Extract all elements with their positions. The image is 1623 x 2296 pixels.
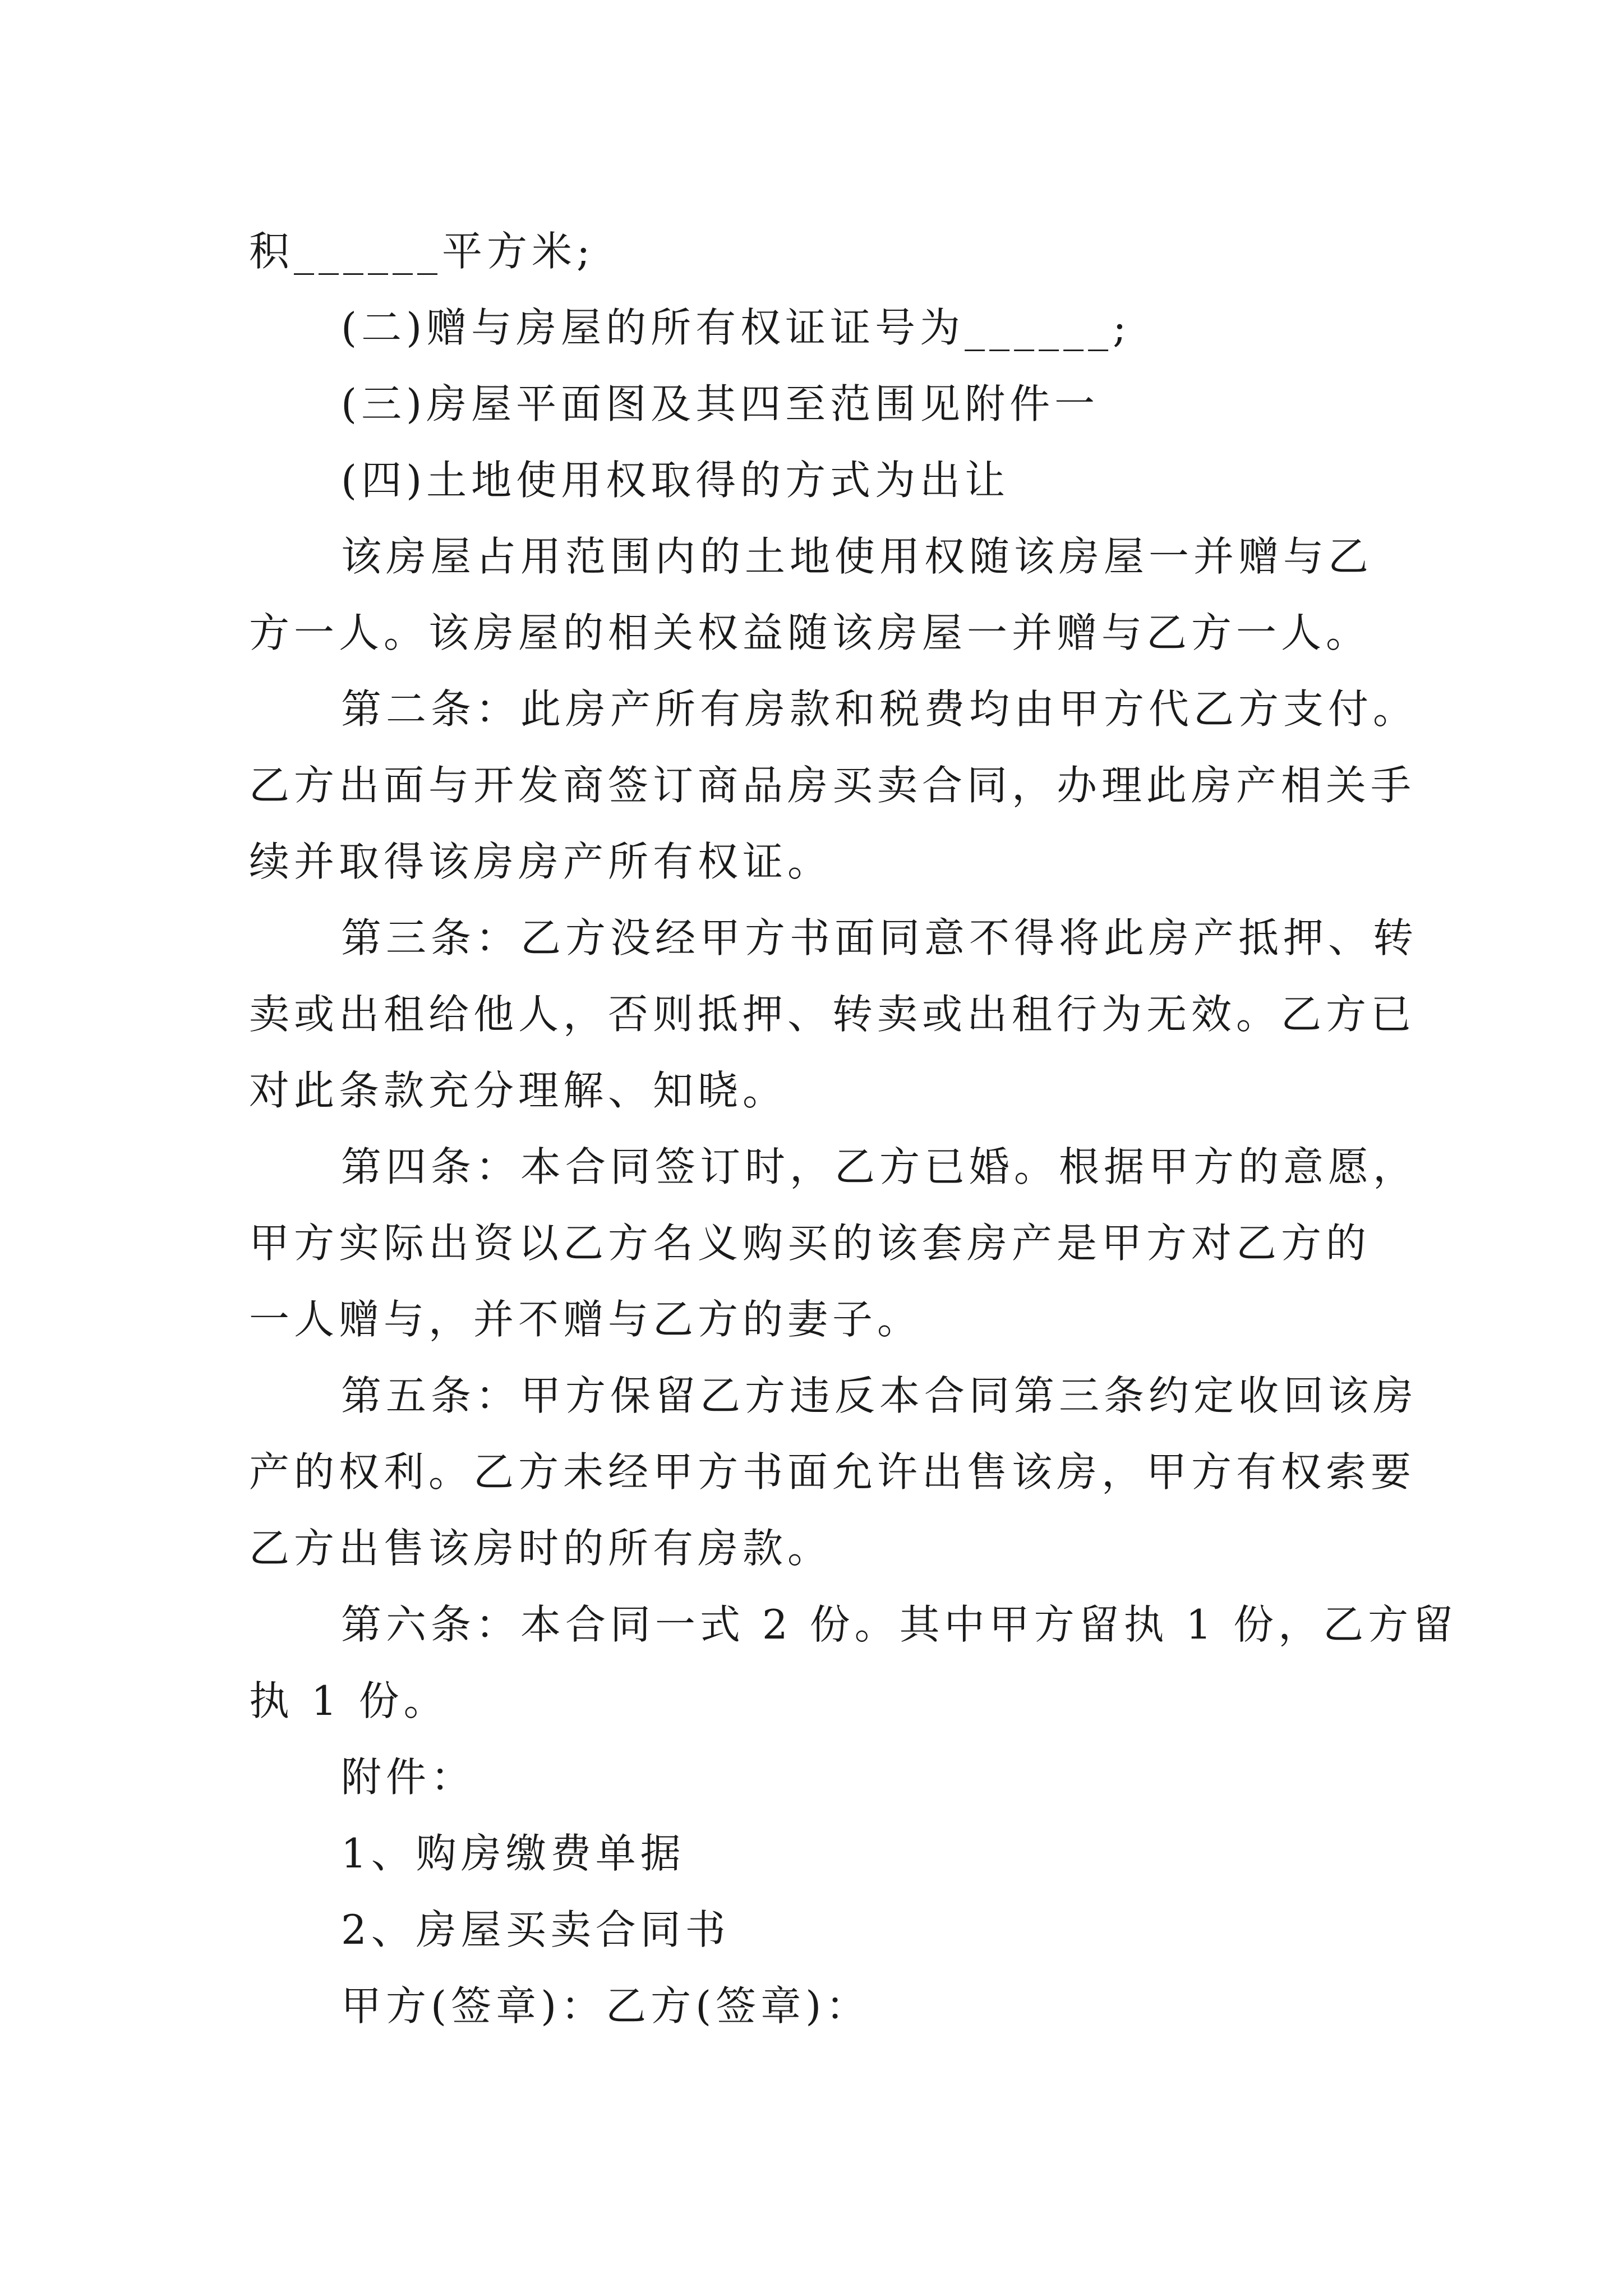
text-line: 执 1 份。	[249, 1677, 449, 1724]
text-line: 该房屋占用范围内的土地使用权随该房屋一并赠与乙	[341, 533, 1373, 580]
text-line: 第六条：本合同一式 2 份。其中甲方留执 1 份，乙方留	[341, 1601, 1458, 1648]
text-line: 积______平方米;	[249, 228, 595, 275]
text-line: (二)赠与房屋的所有权证证号为______;	[341, 304, 1131, 351]
text-line: 方一人。该房屋的相关权益随该房屋一并赠与乙方一人。	[249, 609, 1371, 656]
text-line: 一人赠与，并不赠与乙方的妻子。	[249, 1296, 923, 1343]
text-line: 附件：	[341, 1754, 476, 1801]
text-line: 续并取得该房房产所有权证。	[249, 838, 833, 885]
text-line: 第四条：本合同签订时，乙方已婚。根据甲方的意愿，	[341, 1143, 1418, 1190]
text-line: 乙方出售该房时的所有房款。	[249, 1525, 833, 1572]
text-line: 第二条：此房产所有房款和税费均由甲方代乙方支付。	[341, 685, 1418, 733]
text-line: 甲方(签章)：乙方(签章)：	[341, 1982, 871, 2030]
text-line: 卖或出租给他人，否则抵押、转卖或出租行为无效。乙方已	[249, 991, 1416, 1038]
text-line: 乙方出面与开发商签订商品房买卖合同，办理此房产相关手	[249, 762, 1416, 809]
text-line: (三)房屋平面图及其四至范围见附件一	[341, 380, 1100, 427]
text-line: 甲方实际出资以乙方名义购买的该套房产是甲方对乙方的	[249, 1220, 1371, 1267]
text-line: (四)土地使用权取得的方式为出让	[341, 457, 1010, 504]
contract-text	[249, 213, 1458, 2044]
text-line: 对此条款充分理解、知晓。	[249, 1067, 788, 1114]
text-line: 第五条：甲方保留乙方违反本合同第三条约定收回该房	[341, 1372, 1418, 1419]
text-line: 产的权利。乙方未经甲方书面允许出售该房，甲方有权索要	[249, 1448, 1416, 1496]
text-line: 1、购房缴费单据	[341, 1830, 685, 1877]
text-line: 2、房屋买卖合同书	[341, 1906, 730, 1953]
text-line: 第三条：乙方没经甲方书面同意不得将此房产抵押、转	[341, 914, 1418, 961]
